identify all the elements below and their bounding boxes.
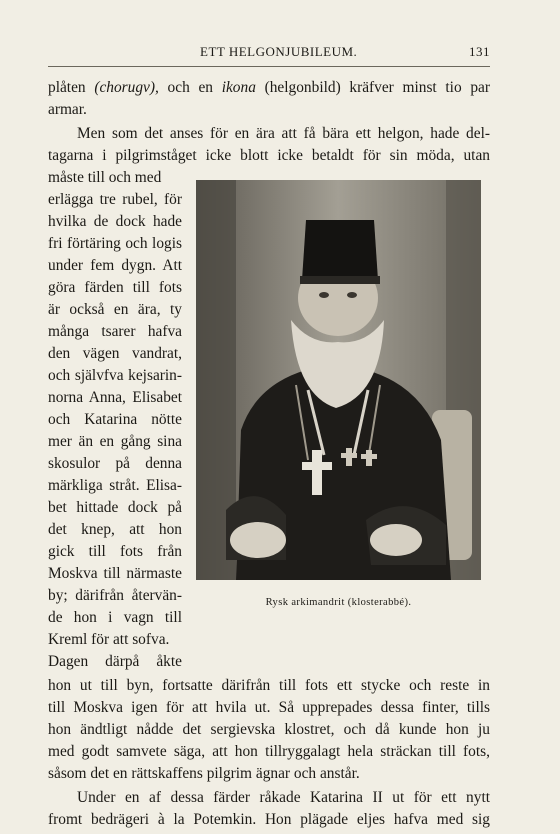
text-line: norna Anna, Elisabet [48,389,182,406]
text-line: Kreml för att sofva. [48,631,170,648]
text-line: till Moskva igen för att hvila ut. Så upprepades dessa finter, tills [48,699,490,716]
text-line: fromt bedrägeri à la Potemkin. Hon plägade eljes hafva med sig [48,811,490,828]
text-line: Under en af dessa färder råkade Katarina II ut för ett nytt [77,789,490,806]
page-number: 131 [469,44,490,59]
text-line: med godt samvete säga, att hon tillryggalagt hela sträckan till fots, [48,743,490,760]
text-line: armar. [48,101,87,118]
text-line: måste till och med [48,169,162,186]
text-line: mer än en gång sina [48,433,182,450]
text-fragment: (helgonbild) kräfver minst tio par [264,79,490,96]
italic-term-ikona: ikona [221,79,256,96]
text-line: såsom det en rättskaffens pilgrim ägnar och anstår. [48,765,360,782]
text-line: bet hittade dock på [48,499,182,516]
italic-term-chorugv: (chorugv), [94,79,159,96]
text-line: fri förtäring och logis [48,235,182,252]
text-line: och Katarina nötte [48,411,182,428]
text-line: den vägen vandrat, [48,345,182,362]
archimandrite-photograph [196,180,481,580]
text-line: Men som det anses för en ära att få bära ett helgon, hade del- [77,125,490,142]
text-line: under fem dygn. Att [48,257,182,274]
text-line: Dagen därpå åkte [48,653,182,670]
text-line: hon ändtligt nådde det sergievska klostret, och då kunde hon ju [48,721,490,738]
header-rule [48,66,490,67]
text-line: och självfva kejsarin- [48,367,182,384]
running-title: ETT HELGONJUBILEUM. [200,44,358,59]
text-line: Moskva till närmaste [48,565,182,582]
text-line: by; därifrån återvän- [48,587,182,604]
text-line: erlägga tre rubel, för [48,191,182,208]
text-line: gick till fots från [48,543,182,560]
text-line: skosulor på denna [48,455,182,472]
text-line: det knep, att hon [48,521,182,538]
text-line: göra färden till fots [48,279,182,296]
text-fragment: plåten [48,79,86,96]
text-line: många tsarer hafva [48,323,182,340]
figure-caption: Rysk arkimandrit (klosterabbé). [265,597,412,608]
text-line: märkliga stråt. Elisa- [48,477,182,494]
text-line [48,80,490,95]
text-line: är också en ära, ty [48,301,182,318]
text-line: hon ut till byn, fortsatte därifrån till fots ett stycke och reste in [48,677,490,694]
text-line: tagarna i pilgrimståget icke blott icke betaldt för sin möda, utan [48,147,490,164]
text-fragment: och en [167,79,213,96]
text-line: de hon i vagn till [48,609,182,626]
text-line: hvilka de dock hade [48,213,182,230]
